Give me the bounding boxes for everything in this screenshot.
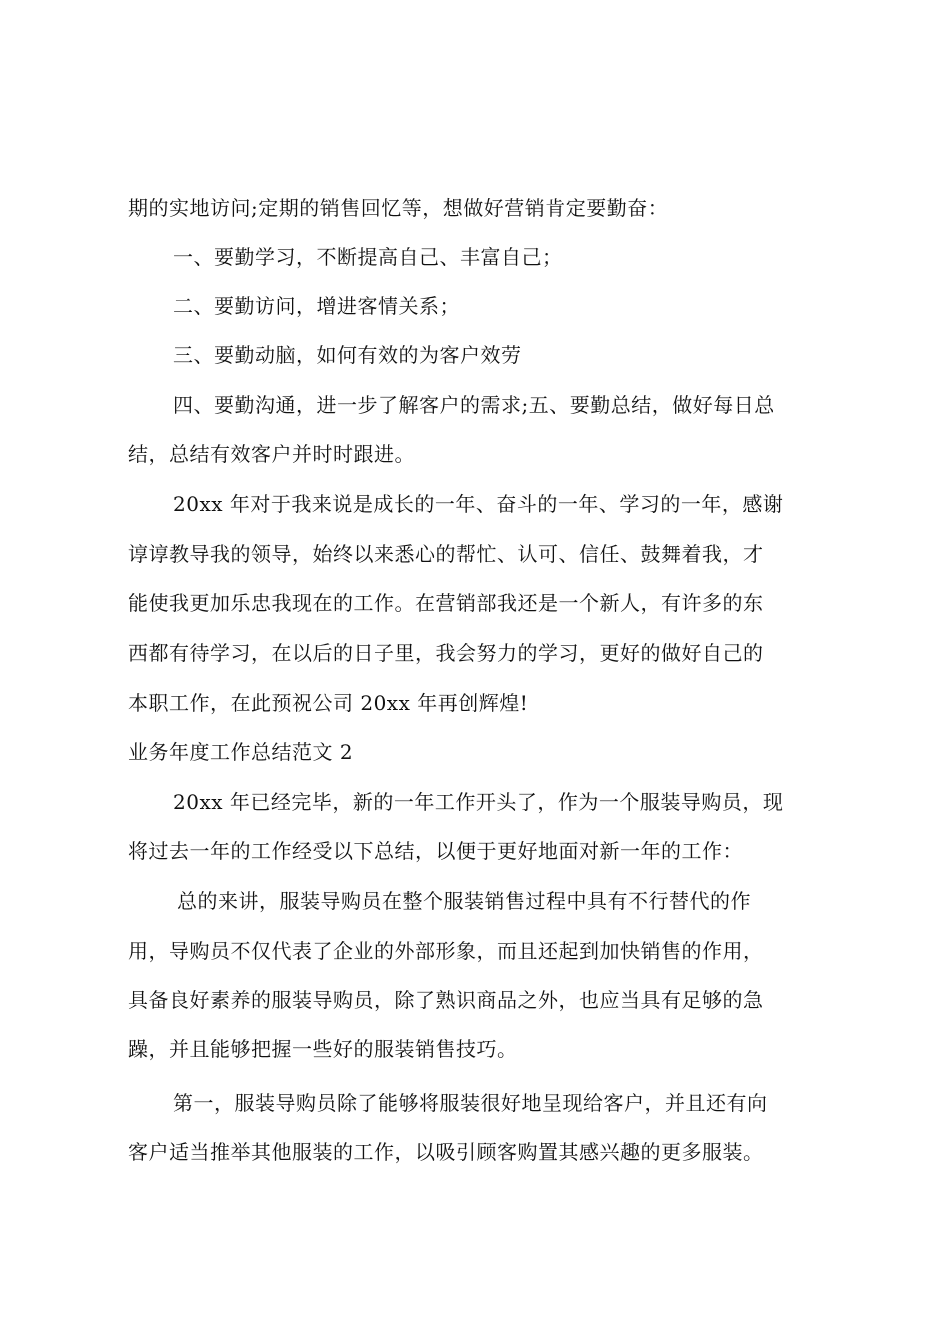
paragraph-line: 20xx 年已经完毕，新的一年工作开头了，作为一个服装导购员，现 — [173, 790, 784, 814]
paragraph-line: 西都有待学习，在以后的日子里，我会努力的学习，更好的做好自己的 — [128, 641, 764, 665]
paragraph-line: 期的实地访问;定期的销售回忆等，想做好营销肯定要勤奋： — [128, 196, 669, 220]
paragraph-line: 能使我更加乐忠我现在的工作。在营销部我还是一个新人，有许多的东 — [128, 591, 764, 615]
section-heading: 业务年度工作总结范文 2 — [128, 740, 354, 764]
list-item-4: 四、要勤沟通，进一步了解客户的需求;五、要勤总结，做好每日总 — [173, 393, 775, 417]
list-item-1: 一、要勤学习，不断提高自己、丰富自己； — [173, 245, 563, 269]
paragraph-line: 谆谆教导我的领导，始终以来悉心的帮忙、认可、信任、鼓舞着我，才 — [128, 542, 764, 566]
paragraph-line: 结，总结有效客户并时时跟进。 — [128, 442, 415, 466]
paragraph-line: 第一，服装导购员除了能够将服装很好地呈现给客户，并且还有向 — [173, 1091, 768, 1115]
paragraph-line: 客户适当推举其他服装的工作，以吸引顾客购置其感兴趣的更多服装。 — [128, 1140, 764, 1164]
paragraph-line: 具备良好素养的服装导购员，除了熟识商品之外，也应当具有足够的急 — [128, 988, 764, 1012]
paragraph-line: 本职工作，在此预祝公司 20xx 年再创辉煌! — [128, 691, 529, 715]
paragraph-line: 躁，并且能够把握一些好的服装销售技巧。 — [128, 1037, 518, 1061]
list-item-3: 三、要勤动脑，如何有效的为客户效劳 — [173, 343, 522, 367]
paragraph-line: 20xx 年对于我来说是成长的一年、奋斗的一年、学习的一年，感谢 — [173, 492, 784, 516]
paragraph-line: 将过去一年的工作经受以下总结，以便于更好地面对新一年的工作： — [128, 839, 743, 863]
paragraph-line: 用，导购员不仅代表了企业的外部形象，而且还起到加快销售的作用， — [128, 939, 764, 963]
list-item-2: 二、要勤访问，增进客情关系； — [173, 294, 460, 318]
paragraph-line: 总的来讲，服装导购员在整个服装销售过程中具有不行替代的作 — [177, 889, 751, 913]
